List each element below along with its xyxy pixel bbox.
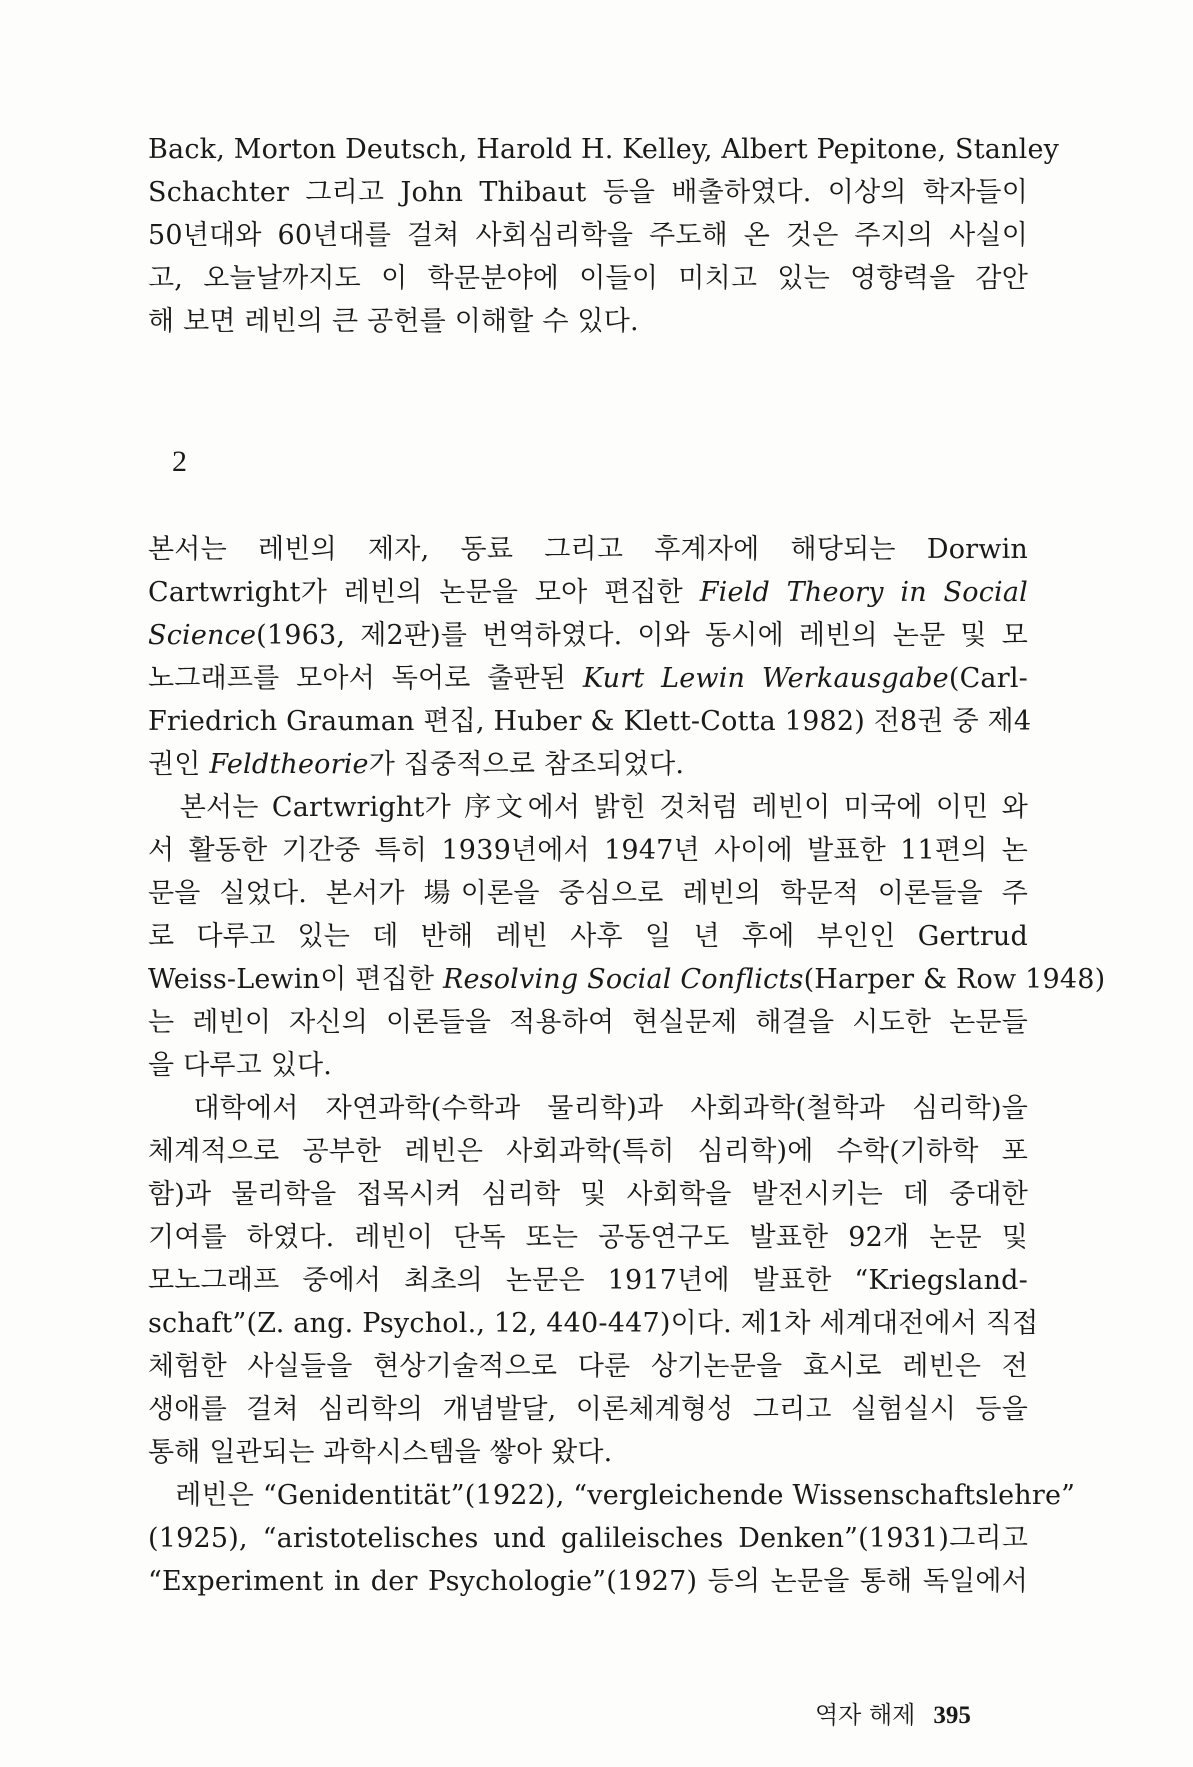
text-line: Cartwright가 레빈의 논문을 모아 편집한 Field Theory in Social [148,577,1028,608]
text-line: Science(1963, 제2판)를 번역하였다. 이와 동시에 레빈의 논문 및 모 [148,620,1028,651]
text-line: 체험한 사실들을 현상기술적으로 다룬 상기논문을 효시로 레빈은 전 [148,1351,1028,1382]
text-line: 해 보면 레빈의 큰 공헌를 이해할 수 있다. [148,306,639,337]
text-line: 50년대와 60년대를 걸쳐 사회심리학을 주도해 온 것은 주지의 사실이 [148,220,1028,251]
section-number: 2 [172,445,187,478]
text-line: 모노그래프 중에서 최초의 논문은 1917년에 발표한 “Kriegsland- [148,1265,1028,1296]
paragraph-main [148,528,1106,1603]
text-line: 본서는 Cartwright가 序文에서 밝힌 것처럼 레빈이 미국에 이민 와 [148,792,1028,823]
text-line: 레빈은 “Genidentität”(1922), “vergleichende Wissenschaftslehre” [148,1480,1076,1511]
text-line: 문을 실었다. 본서가 場이론을 중심으로 레빈의 학문적 이론들을 주 [148,878,1028,909]
text-line: 대학에서 자연과학(수학과 물리학)과 사회과학(철학과 심리학)을 [148,1093,1028,1124]
text-line: 통해 일관되는 과학시스템을 쌓아 왔다. [148,1437,613,1468]
text-line: 본서는 레빈의 제자, 동료 그리고 후계자에 해당되는 Dorwin [148,534,1028,565]
running-head: 역자 해제 [815,1701,916,1729]
text-line: 체계적으로 공부한 레빈은 사회과학(특히 심리학)에 수학(기하학 포 [148,1136,1028,1167]
text-line: (1925), “aristotelisches und galileisches Denken”(1931)그리고 [148,1523,1028,1554]
text-line: 고, 오늘날까지도 이 학문분야에 이들이 미치고 있는 영향력을 감안 [148,263,1028,294]
text-line: 노그래프를 모아서 독어로 출판된 Kurt Lewin Werkausgabe(Carl- [148,663,1028,694]
text-line: 기여를 하였다. 레빈이 단독 또는 공동연구도 발표한 92개 논문 및 [148,1222,1028,1253]
text-line: 생애를 걸쳐 심리학의 개념발달, 이론체계형성 그리고 실험실시 등을 [148,1394,1028,1425]
page-footer [815,1695,971,1730]
text-line: Weiss-Lewin이 편집한 Resolving Social Conflicts(Harper & Row 1948) [148,964,1106,995]
text-line: 권인 Feldtheorie가 집중적으로 참조되었다. [148,749,685,780]
text-line: “Experiment in der Psychologie”(1927) 등의 논문을 통해 독일에서 [148,1566,1028,1597]
text-line: 서 활동한 기간중 특히 1939년에서 1947년 사이에 발표한 11편의 논 [148,835,1028,866]
text-line: 을 다루고 있다. [148,1050,333,1081]
text-line: Friedrich Grauman 편집, Huber & Klett-Cotta 1982) 전8권 중 제4 [148,706,1032,737]
paragraph-top [148,128,1060,343]
page-number: 395 [933,1702,971,1729]
text-line: Back, Morton Deutsch, Harold H. Kelley, Albert Pepitone, Stanley [148,134,1060,165]
text-line: Schachter 그리고 John Thibaut 등을 배출하였다. 이상의 학자들이 [148,177,1028,208]
text-line: 로 다루고 있는 데 반해 레빈 사후 일 년 후에 부인인 Gertrud [148,921,1028,952]
text-line: 는 레빈이 자신의 이론들을 적용하여 현실문제 해결을 시도한 논문들 [148,1007,1028,1038]
text-line: 함)과 물리학을 접목시켜 심리학 및 사회학을 발전시키는 데 중대한 [148,1179,1028,1210]
text-line: schaft”(Z. ang. Psychol., 12, 440-447)이다. 제1차 세계대전에서 직접 [148,1308,1039,1339]
